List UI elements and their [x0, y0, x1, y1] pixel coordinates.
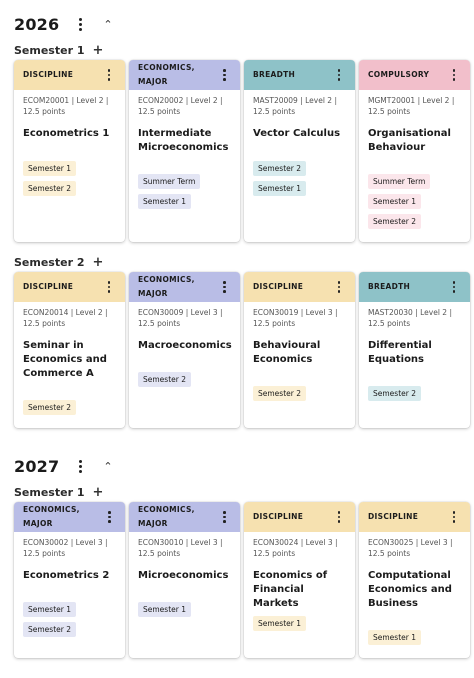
subject-points: 12.5 points: [368, 319, 411, 328]
card-category-header: [244, 502, 355, 532]
term-tag: Semester 2: [253, 161, 306, 176]
chevron-up-icon[interactable]: ⌃: [103, 17, 113, 31]
semester-header: [14, 484, 103, 500]
subject-title: Organisational Behaviour: [368, 128, 451, 153]
subject-card[interactable]: DISCIPLINE ECOM20001 | Level 2 | 12.5 points Econometrics 1 Semester 1 Semester 2: [14, 60, 125, 242]
subject-points: 12.5 points: [23, 107, 66, 116]
year-title: 2027: [14, 456, 60, 476]
kebab-vertical-icon[interactable]: [447, 67, 461, 83]
category-label: COMPULSORY: [368, 70, 430, 79]
card-category-header: [14, 60, 125, 90]
category-label: ECONOMICS, MAJOR: [23, 505, 80, 528]
subject-title: Behavioural Economics: [253, 340, 321, 365]
kebab-vertical-icon[interactable]: [332, 67, 346, 83]
term-tag: Semester 1: [138, 194, 191, 209]
category-label: ECONOMICS, MAJOR: [138, 275, 195, 298]
kebab-vertical-icon[interactable]: [73, 16, 87, 32]
subject-code: ECOM20001: [23, 96, 70, 105]
subject-title: Vector Calculus: [253, 128, 341, 139]
subject-row: [14, 60, 470, 242]
subject-points: 12.5 points: [253, 107, 296, 116]
subject-level: Level 3: [420, 538, 448, 547]
subject-card[interactable]: DISCIPLINE ECON20014 | Level 2 | 12.5 points Seminar in Economics and Commerce A Semester 2: [14, 272, 125, 428]
subject-code: MAST20009: [253, 96, 298, 105]
subject-title: Econometrics 2: [23, 570, 110, 581]
subject-level: Level 3: [75, 538, 103, 547]
card-category-header: [14, 502, 125, 532]
card-category-header: [14, 272, 125, 302]
term-tag: Summer Term: [368, 174, 430, 189]
subject-row: [14, 272, 470, 428]
subject-points: 12.5 points: [138, 549, 181, 558]
subject-points: 12.5 points: [368, 549, 411, 558]
category-label: BREADTH: [368, 282, 411, 291]
term-tag: Summer Term: [138, 174, 200, 189]
subject-level: Level 2: [305, 96, 333, 105]
category-label: DISCIPLINE: [253, 282, 304, 291]
kebab-vertical-icon[interactable]: [218, 279, 231, 295]
category-label: ECONOMICS, MAJOR: [138, 63, 195, 86]
subject-code: ECON30019: [253, 308, 299, 317]
term-tag: Semester 1: [368, 194, 421, 209]
subject-card[interactable]: COMPULSORY MGMT20001 | Level 2 | 12.5 points Organisational Behaviour Summer Term Semester 1 Semester 2: [359, 60, 470, 242]
card-category-header: [359, 60, 470, 90]
subject-title: Computational Economics and Business: [368, 570, 452, 609]
card-category-header: [359, 502, 470, 532]
term-tag: Semester 2: [23, 400, 76, 415]
subject-card[interactable]: ECONOMICS, MAJOR ECON30010 | Level 3 | 12.5 points Microeconomics Semester 1: [129, 502, 240, 658]
subject-row: [14, 502, 470, 658]
subject-points: 12.5 points: [138, 319, 181, 328]
subject-points: 12.5 points: [23, 549, 66, 558]
year-header-2026: [14, 13, 113, 35]
subject-title: Economics of Financial Markets: [253, 570, 328, 609]
kebab-vertical-icon[interactable]: [332, 509, 346, 525]
kebab-vertical-icon[interactable]: [218, 509, 231, 525]
subject-level: Level 3: [305, 538, 333, 547]
category-label: DISCIPLINE: [368, 512, 419, 521]
kebab-vertical-icon[interactable]: [102, 67, 116, 83]
category-label: DISCIPLINE: [23, 282, 74, 291]
subject-card[interactable]: ECONOMICS, MAJOR ECON30002 | Level 3 | 12.5 points Econometrics 2 Semester 1 Semester 2: [14, 502, 125, 658]
semester-title: Semester 1: [14, 43, 85, 57]
category-label: ECONOMICS, MAJOR: [138, 505, 195, 528]
semester-title: Semester 2: [14, 255, 85, 269]
term-tag: Semester 2: [23, 181, 76, 196]
subject-card[interactable]: ECONOMICS, MAJOR ECON30009 | Level 3 | 12.5 points Macroeconomics Semester 2: [129, 272, 240, 428]
term-tag: Semester 1: [138, 602, 191, 617]
subject-code: MAST20030: [368, 308, 413, 317]
term-tag: Semester 1: [253, 616, 306, 631]
subject-code: ECON30002: [23, 538, 69, 547]
kebab-vertical-icon[interactable]: [218, 67, 231, 83]
card-category-header: [359, 272, 470, 302]
plus-icon[interactable]: +: [92, 42, 104, 58]
term-tag: Semester 1: [23, 161, 76, 176]
subject-card[interactable]: BREADTH MAST20009 | Level 2 | 12.5 points Vector Calculus Semester 2 Semester 1: [244, 60, 355, 242]
subject-card[interactable]: DISCIPLINE ECON30019 | Level 3 | 12.5 points Behavioural Economics Semester 2: [244, 272, 355, 428]
semester-title: Semester 1: [14, 485, 85, 499]
semester-header: [14, 42, 103, 58]
year-header-2027: [14, 455, 113, 477]
term-tag: Semester 2: [253, 386, 306, 401]
card-category-header: [244, 60, 355, 90]
term-tag: Semester 2: [368, 386, 421, 401]
subject-level: Level 3: [190, 538, 218, 547]
subject-points: 12.5 points: [253, 549, 296, 558]
category-label: DISCIPLINE: [23, 70, 74, 79]
subject-code: ECON20014: [23, 308, 69, 317]
subject-title: Differential Equations: [368, 340, 432, 365]
subject-level: Level 2: [190, 96, 218, 105]
subject-level: Level 2: [420, 308, 448, 317]
kebab-vertical-icon[interactable]: [103, 509, 116, 525]
kebab-vertical-icon[interactable]: [447, 279, 461, 295]
subject-code: ECON30024: [253, 538, 299, 547]
year-title: 2026: [14, 14, 60, 34]
chevron-up-icon[interactable]: ⌃: [103, 459, 113, 473]
subject-title: Econometrics 1: [23, 128, 110, 139]
card-category-header: [129, 502, 240, 532]
term-tag: Semester 2: [138, 372, 191, 387]
subject-card[interactable]: ECONOMICS, MAJOR ECON20002 | Level 2 | 12.5 points Intermediate Microeconomics Summer Term Semester 1: [129, 60, 240, 242]
card-category-header: [129, 60, 240, 90]
plus-icon[interactable]: +: [92, 254, 104, 270]
subject-title: Seminar in Economics and Commerce A: [23, 340, 107, 379]
kebab-vertical-icon[interactable]: [447, 509, 461, 525]
subject-level: Level 2: [76, 96, 104, 105]
subject-title: Macroeconomics: [138, 340, 232, 351]
subject-level: Level 3: [190, 308, 218, 317]
subject-code: MGMT20001: [368, 96, 416, 105]
subject-card[interactable]: BREADTH MAST20030 | Level 2 | 12.5 points Differential Equations Semester 2: [359, 272, 470, 428]
subject-points: 12.5 points: [23, 319, 66, 328]
plus-icon[interactable]: +: [92, 484, 104, 500]
subject-title: Intermediate Microeconomics: [138, 128, 229, 153]
term-tag: Semester 2: [23, 622, 76, 637]
subject-card[interactable]: DISCIPLINE ECON30024 | Level 3 | 12.5 points Economics of Financial Markets Semester 1: [244, 502, 355, 658]
subject-level: Level 2: [422, 96, 450, 105]
card-category-header: [244, 272, 355, 302]
kebab-vertical-icon[interactable]: [73, 458, 87, 474]
subject-code: ECON20002: [138, 96, 184, 105]
subject-code: ECON30009: [138, 308, 184, 317]
subject-points: 12.5 points: [138, 107, 181, 116]
category-label: BREADTH: [253, 70, 296, 79]
term-tag: Semester 2: [368, 214, 421, 229]
term-tag: Semester 1: [368, 630, 421, 645]
semester-header: [14, 254, 103, 270]
kebab-vertical-icon[interactable]: [102, 279, 116, 295]
subject-title: Microeconomics: [138, 570, 229, 581]
subject-code: ECON30010: [138, 538, 184, 547]
category-label: DISCIPLINE: [253, 512, 304, 521]
subject-points: 12.5 points: [368, 107, 411, 116]
kebab-vertical-icon[interactable]: [332, 279, 346, 295]
subject-code: ECON30025: [368, 538, 414, 547]
subject-card[interactable]: DISCIPLINE ECON30025 | Level 3 | 12.5 points Computational Economics and Business Semester 1: [359, 502, 470, 658]
subject-level: Level 3: [305, 308, 333, 317]
subject-level: Level 2: [75, 308, 103, 317]
subject-points: 12.5 points: [253, 319, 296, 328]
term-tag: Semester 1: [253, 181, 306, 196]
term-tag: Semester 1: [23, 602, 76, 617]
card-category-header: [129, 272, 240, 302]
